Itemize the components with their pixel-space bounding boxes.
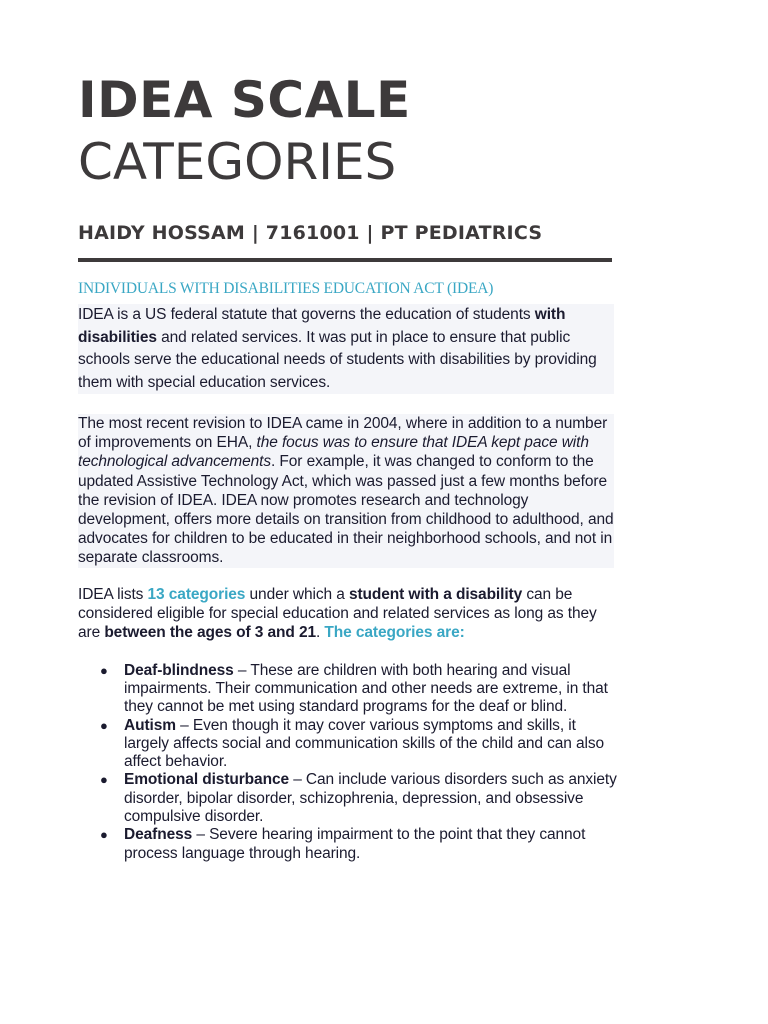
revision-text-2: . For example, it was changed to conform to the updated Assistive Technology Act, which was passed just a few months before the revision of IDEA. IDEA now promotes research and technology development, offers more details on transition from childhood to adulthood, and advocates for children to be educated in their neighborhood schools, and not in separate classrooms.	[78, 453, 614, 567]
category-desc: – Can include various disorders such as anxiety disorder, bipolar disorder, schizophrenia, depression, and obsessive compulsive disorder.	[124, 771, 617, 825]
intro-bold-1: with disabilities	[78, 306, 566, 346]
category-term: Deafness	[124, 826, 193, 844]
cat-intro-accent-1: 13 categories	[147, 585, 246, 603]
cat-intro-text-2: under which a	[245, 585, 349, 603]
category-term: Autism	[124, 716, 176, 734]
cat-intro-text-3: can be considered eligible for special education and related services as long as they are	[78, 585, 597, 641]
intro-text-2: and related services. It was put in place to ensure that public schools serve the educational needs of students with disabilities by providing them with special education services.	[78, 328, 597, 391]
category-term: Emotional disturbance	[124, 771, 289, 789]
page-subtitle: CATEGORIES	[78, 133, 397, 191]
category-desc: – These are children with both hearing and visual impairments. Their communication and other needs are extreme, in that they cannot be met using standard programs for the deaf or blind.	[124, 661, 608, 716]
cat-intro-text-1: IDEA lists	[78, 585, 148, 603]
document-page	[78, 70, 618, 863]
category-desc: – Even though it may cover various symptoms and skills, it largely affects social and communication skills of the child and can also affect behavior.	[124, 716, 605, 771]
categories-intro-paragraph	[78, 585, 614, 642]
bullet-icon: ●	[100, 772, 108, 788]
cat-intro-text-4: .	[316, 623, 325, 641]
page-title: IDEA SCALE	[78, 71, 411, 129]
bullet-icon: ●	[100, 662, 108, 678]
bullet-icon: ●	[100, 717, 108, 733]
revision-paragraph	[78, 414, 614, 568]
intro-paragraph	[78, 304, 614, 394]
category-term: Deaf-blindness	[124, 661, 234, 679]
bullet-icon: ●	[100, 827, 108, 843]
cat-intro-bold-1: student with a disability	[348, 585, 523, 603]
cat-intro-accent-2: The categories are:	[324, 623, 465, 641]
intro-text-1: IDEA is a US federal statute that governs the education of students	[78, 306, 535, 323]
categories-list	[78, 662, 618, 863]
list-item	[78, 826, 618, 863]
title-divider	[78, 258, 612, 262]
cat-intro-bold-2: between the ages of 3 and 21	[104, 623, 316, 641]
revision-text-1: The most recent revision to IDEA came in 2004, where in addition to a number of improvements on EHA,	[78, 415, 608, 452]
revision-italic: the focus was to ensure that IDEA kept pace with technological advancements	[78, 434, 589, 471]
list-item	[78, 717, 618, 772]
section-heading: INDIVIDUALS WITH DISABILITIES EDUCATION ACT (IDEA)	[78, 280, 494, 297]
list-item	[78, 771, 618, 826]
category-desc: – Severe hearing impairment to the point that they cannot process language through hearing.	[124, 826, 586, 862]
list-item	[78, 662, 618, 717]
author-line: HAIDY HOSSAM | 7161001 | PT PEDIATRICS	[78, 222, 543, 244]
